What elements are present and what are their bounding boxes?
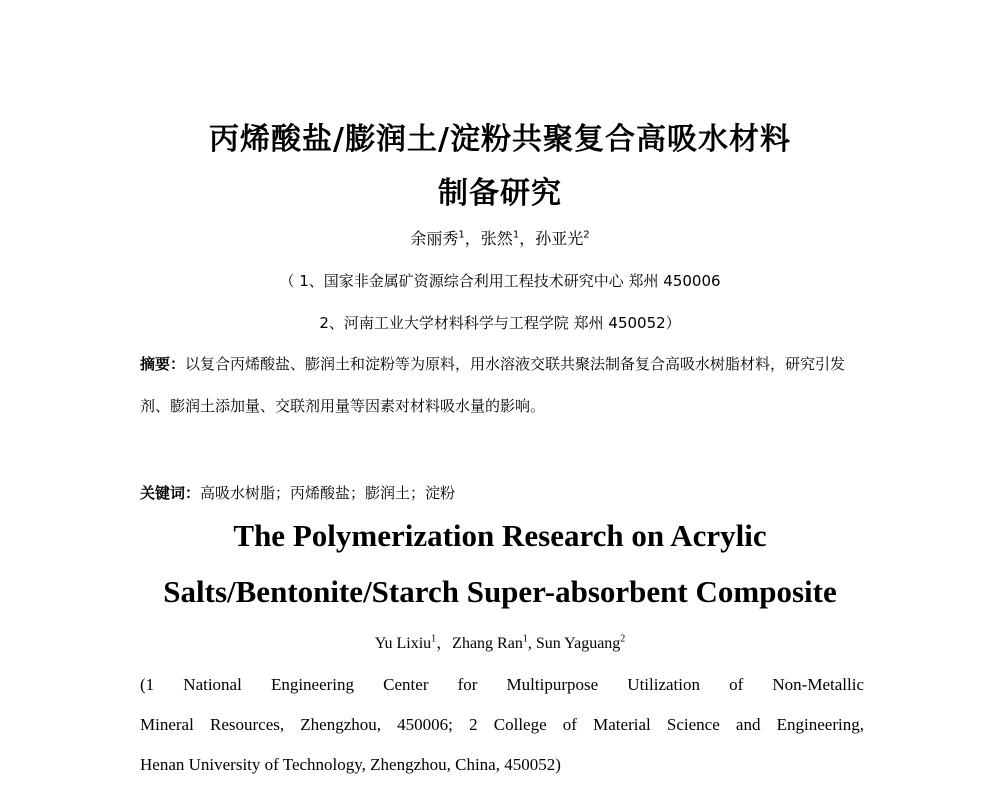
author-separator: ， — [519, 229, 536, 248]
author-cn-3: 孙亚光 — [535, 229, 584, 248]
affiliation-cn-line1: （ 1、国家非金属矿资源综合利用工程技术研究中心 郑州 450006 — [279, 272, 721, 290]
title-en-line2: Salts/Bentonite/Starch Super-absorbent Composite — [163, 574, 837, 609]
author-cn-2-affil: 1 — [512, 229, 520, 241]
author-cn-1: 余丽秀 — [410, 229, 459, 248]
author-separator: ， — [464, 229, 481, 248]
author-en-3: Sun Yaguang — [535, 635, 621, 652]
title-en-line1: The Polymerization Research on Acrylic — [233, 518, 767, 553]
abstract-cn — [140, 343, 860, 427]
affiliation-en-line3: Henan University of Technology, Zhengzhou, China, 450052) — [140, 755, 561, 774]
affiliation-cn-line2: 2、河南工业大学材料科学与工程学院 郑州 450052） — [319, 314, 681, 332]
author-en-3-affil: 2 — [620, 633, 626, 645]
abstract-cn-text: 以复合丙烯酸盐、膨润土和淀粉等为原料，用水溶液交联共聚法制备复合高吸水树脂材料，研究引发剂、膨润土添加量、交联剂用量等因素对材料吸水量的影响。 — [140, 355, 846, 415]
author-en-2-affil: 1 — [522, 633, 528, 645]
affiliation-en-line1: (1 National Engineering Center for Multipurpose Utilization of Non-Metallic — [140, 675, 864, 694]
keywords-cn-label: 关键词： — [140, 484, 201, 502]
keywords-cn — [140, 472, 860, 514]
author-separator: ， — [436, 635, 453, 652]
author-en-2: Zhang Ran — [452, 635, 523, 652]
affiliation-en-line2: Mineral Resources, Zhengzhou, 450006; 2 College of Material Science and Engineering, — [140, 715, 864, 734]
author-separator: , — [527, 635, 536, 652]
abstract-cn-label: 摘要： — [140, 355, 186, 373]
author-cn-3-affil: 2 — [583, 229, 590, 241]
author-cn-1-affil: 1 — [458, 229, 465, 241]
author-en-1: Yu Lixiu — [374, 635, 432, 652]
keywords-cn-text: 高吸水树脂；丙烯酸盐；膨润土；淀粉 — [200, 484, 456, 502]
authors-cn — [0, 226, 1000, 249]
authors-en — [0, 630, 1000, 653]
title-cn-line2: 制备研究 — [438, 176, 562, 211]
author-cn-2: 张然 — [480, 229, 513, 248]
title-cn-line1: 丙烯酸盐/膨润土/淀粉共聚复合高吸水材料 — [209, 122, 791, 157]
author-en-1-affil: 1 — [431, 633, 437, 645]
